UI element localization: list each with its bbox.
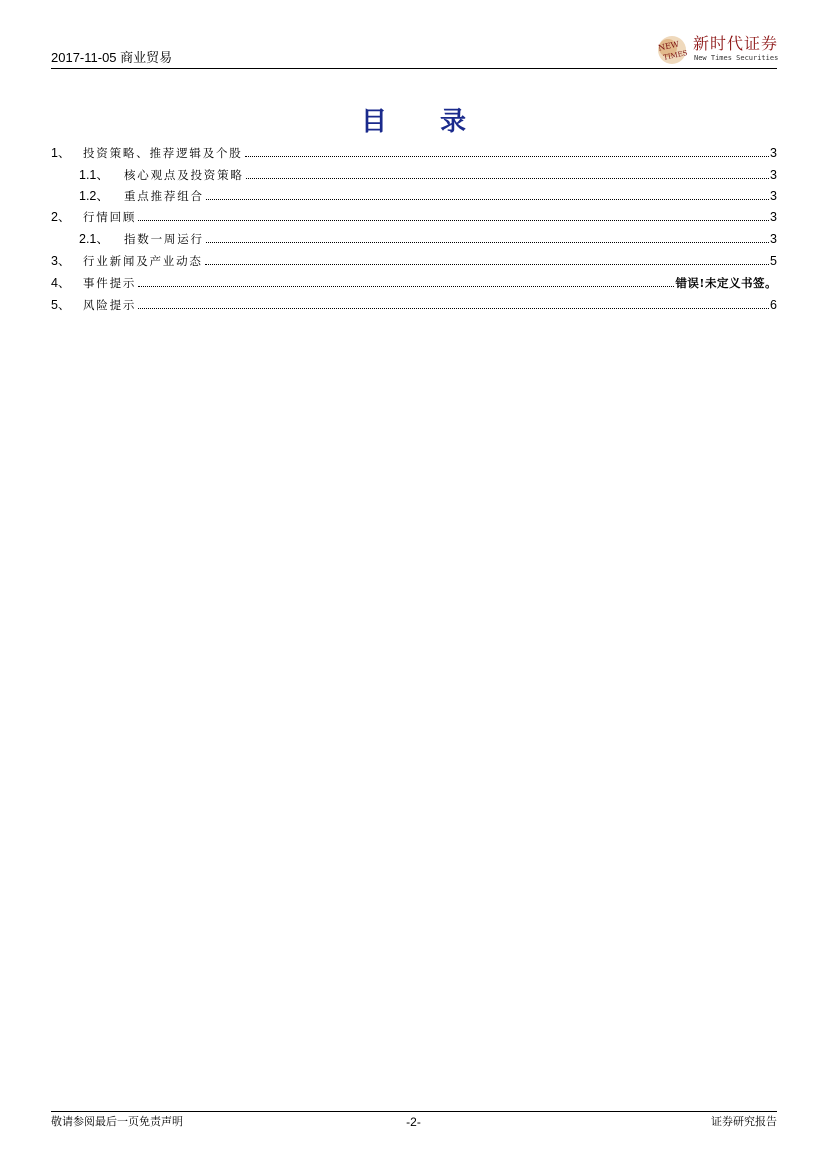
toc-entry[interactable]	[51, 295, 777, 315]
logo-mark-bottom-text: TIMES	[662, 48, 689, 62]
toc-entry-page: 3	[770, 146, 777, 160]
toc-entry-number: 3、	[51, 254, 71, 268]
toc-entry[interactable]	[51, 251, 777, 271]
footer-report-type: 证券研究报告	[711, 1115, 777, 1128]
toc-entry-number: 5、	[51, 298, 71, 312]
company-logo	[655, 34, 780, 66]
toc-entry-number: 2.1、	[79, 232, 109, 246]
toc-entry-page: 6	[770, 298, 777, 312]
toc-entry-page: 5	[770, 254, 777, 268]
logo-name-en: New Times Securities	[694, 54, 779, 62]
toc-entry-number: 2、	[51, 210, 71, 224]
toc-entry[interactable]	[79, 186, 777, 206]
toc-entry-title: 行业新闻及产业动态	[83, 254, 203, 268]
toc-entry-page: 错误!未定义书签。	[675, 276, 777, 290]
header-date-sector: 2017-11-05 商业贸易	[51, 50, 173, 65]
toc-entry-page: 3	[770, 189, 777, 203]
logo-name-cn: 新时代证券	[693, 34, 779, 53]
toc-entry-title: 行情回顾	[83, 210, 137, 224]
toc-dot-leader	[206, 242, 769, 243]
toc-entry-title: 指数一周运行	[124, 232, 204, 246]
toc-dot-leader	[205, 264, 769, 265]
toc-entry-page: 3	[770, 210, 777, 224]
new-times-logo-icon	[655, 34, 689, 66]
toc-entry-title: 重点推荐组合	[124, 189, 204, 203]
toc-dot-leader	[245, 156, 769, 157]
toc-entry-number: 1、	[51, 146, 71, 160]
toc-entry-number: 1.2、	[79, 189, 109, 203]
toc-entry-title: 核心观点及投资策略	[124, 168, 244, 182]
toc-entry-title: 风险提示	[83, 298, 137, 312]
footer-page-number: -2-	[406, 1115, 421, 1129]
toc-entry[interactable]	[51, 207, 777, 227]
toc-dot-leader	[246, 178, 769, 179]
toc-entry-number: 1.1、	[79, 168, 109, 182]
toc-dot-leader	[138, 220, 769, 221]
toc-entry[interactable]	[79, 229, 777, 249]
toc-entry[interactable]	[51, 143, 777, 163]
toc-entry-page: 3	[770, 168, 777, 182]
toc-entry[interactable]	[79, 165, 777, 185]
toc-entry[interactable]	[51, 273, 777, 293]
footer-divider	[51, 1111, 777, 1112]
header-divider	[51, 68, 777, 69]
toc-dot-leader	[138, 286, 674, 287]
toc-title: 目 录	[360, 107, 489, 137]
toc-dot-leader	[206, 199, 769, 200]
toc-dot-leader	[138, 308, 769, 309]
logo-mark-top-text: NEW	[657, 39, 680, 53]
footer-disclaimer: 敬请参阅最后一页免责声明	[51, 1115, 183, 1128]
toc-entry-title: 投资策略、推荐逻辑及个股	[83, 146, 243, 160]
toc-entry-title: 事件提示	[83, 276, 137, 290]
toc-entry-number: 4、	[51, 276, 71, 290]
toc-entry-page: 3	[770, 232, 777, 246]
